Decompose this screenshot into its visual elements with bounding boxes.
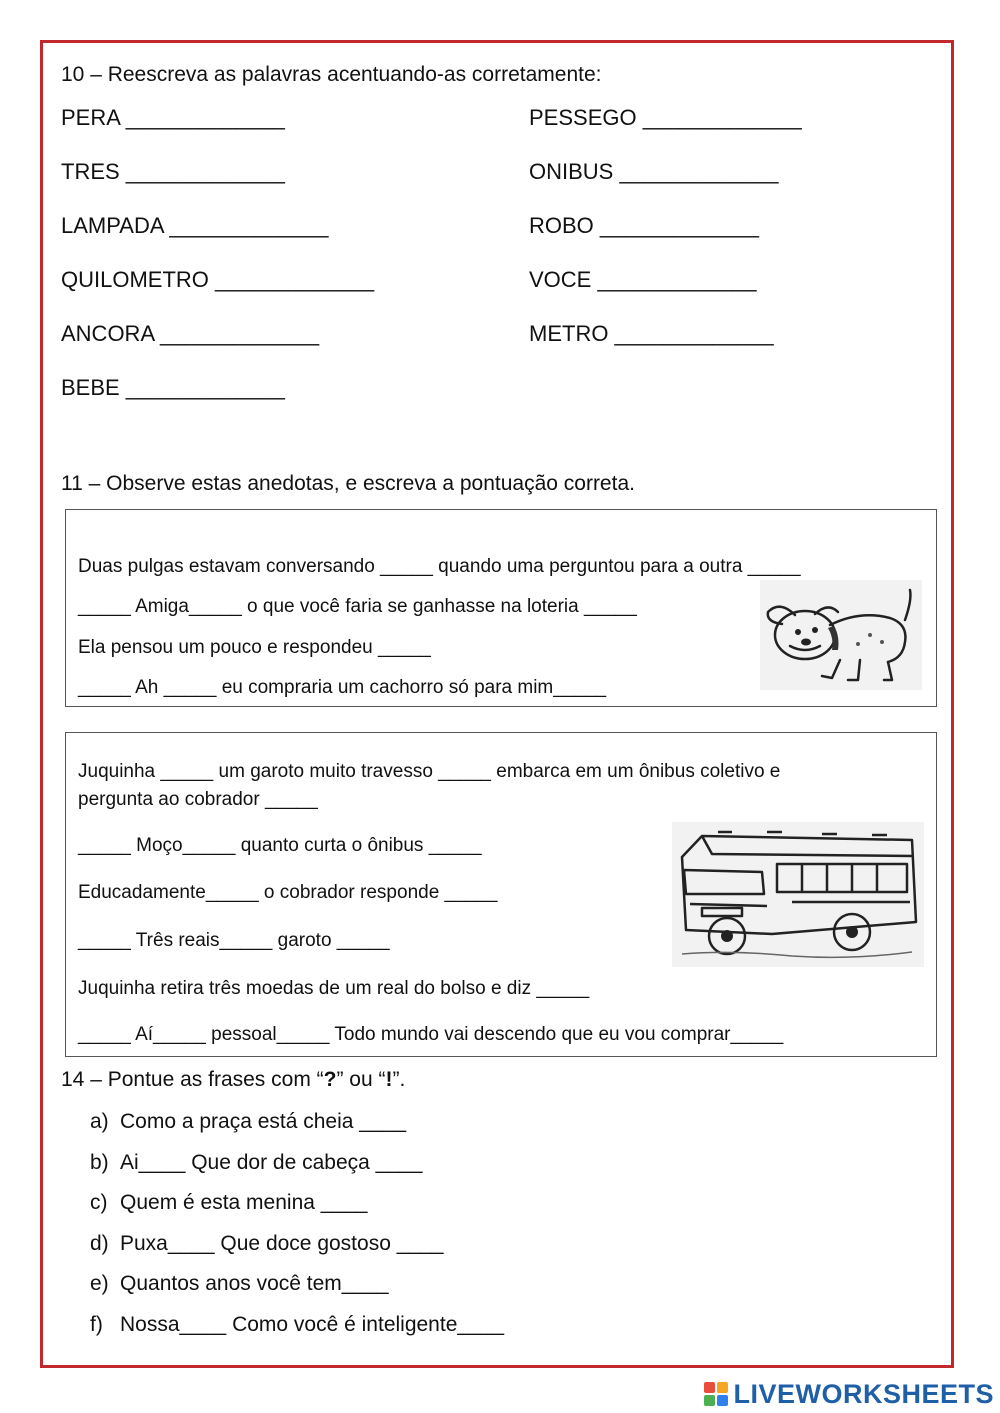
story2-line: _____ Aí_____ pessoal_____ Todo mundo vai descendo que eu vou comprar_____	[78, 1024, 784, 1045]
story1-line: _____ Amiga_____ o que você faria se ganhasse na loteria _____	[78, 596, 637, 617]
story1-line: Ela pensou um pouco e respondeu _____	[78, 637, 431, 658]
q10-word-ancora: ANCORA _____________	[61, 321, 320, 346]
logo-mark-icon	[704, 1382, 728, 1406]
bus-illustration	[672, 822, 924, 967]
story2-line: _____ Moço_____ quanto curta o ônibus _____	[78, 835, 482, 856]
q10-word-metro: METRO _____________	[529, 321, 774, 346]
story2-line: Juquinha retira três moedas de um real do bolso e diz _____	[78, 978, 590, 999]
story1-line: _____ Ah _____ eu compraria um cachorro só para mim_____	[78, 677, 607, 698]
bus-icon	[672, 822, 924, 967]
list-item: b) Ai____ Que dor de cabeça ____	[90, 1151, 423, 1174]
story2-line: _____ Três reais_____ garoto _____	[78, 930, 390, 951]
list-item: a) Como a praça está cheia ____	[90, 1110, 407, 1133]
story2-line: pergunta ao cobrador _____	[78, 789, 318, 810]
q14-title: 14 – Pontue as frases com “?” ou “!”.	[61, 1068, 406, 1091]
q10-word-pera: PERA _____________	[61, 105, 285, 130]
story2-line: Juquinha _____ um garoto muito travesso _____ embarca em um ônibus coletivo e	[78, 761, 781, 782]
liveworksheets-logo	[704, 1378, 994, 1410]
story1-line: Duas pulgas estavam conversando _____ quando uma perguntou para a outra _____	[78, 556, 801, 577]
q10-word-quilometro: QUILOMETRO _____________	[61, 267, 375, 292]
q10-word-robo: ROBO _____________	[529, 213, 759, 238]
list-item: c) Quem é esta menina ____	[90, 1191, 368, 1214]
list-item: d) Puxa____ Que doce gostoso ____	[90, 1232, 444, 1255]
q11-title: 11 – Observe estas anedotas, e escreva a pontuação correta.	[61, 472, 635, 495]
q10-word-tres: TRES _____________	[61, 159, 285, 184]
dog-icon	[760, 580, 922, 690]
exclamation-mark-symbol: !	[385, 1068, 393, 1091]
story2-line: Educadamente_____ o cobrador responde _____	[78, 882, 498, 903]
dog-illustration	[760, 580, 922, 690]
logo-text: LIVEWORKSHEETS	[733, 1378, 994, 1409]
q10-word-voce: VOCE _____________	[529, 267, 757, 292]
list-item: e) Quantos anos você tem____	[90, 1272, 389, 1295]
q10-title: 10 – Reescreva as palavras acentuando-as corretamente:	[61, 63, 602, 86]
question-mark-symbol: ?	[323, 1068, 337, 1091]
q10-word-pessego: PESSEGO _____________	[529, 105, 802, 130]
list-item: f) Nossa____ Como você é inteligente____	[90, 1313, 505, 1336]
q10-word-lampada: LAMPADA _____________	[61, 213, 329, 238]
q10-word-onibus: ONIBUS _____________	[529, 159, 779, 184]
q10-word-bebe: BEBE _____________	[61, 375, 285, 400]
